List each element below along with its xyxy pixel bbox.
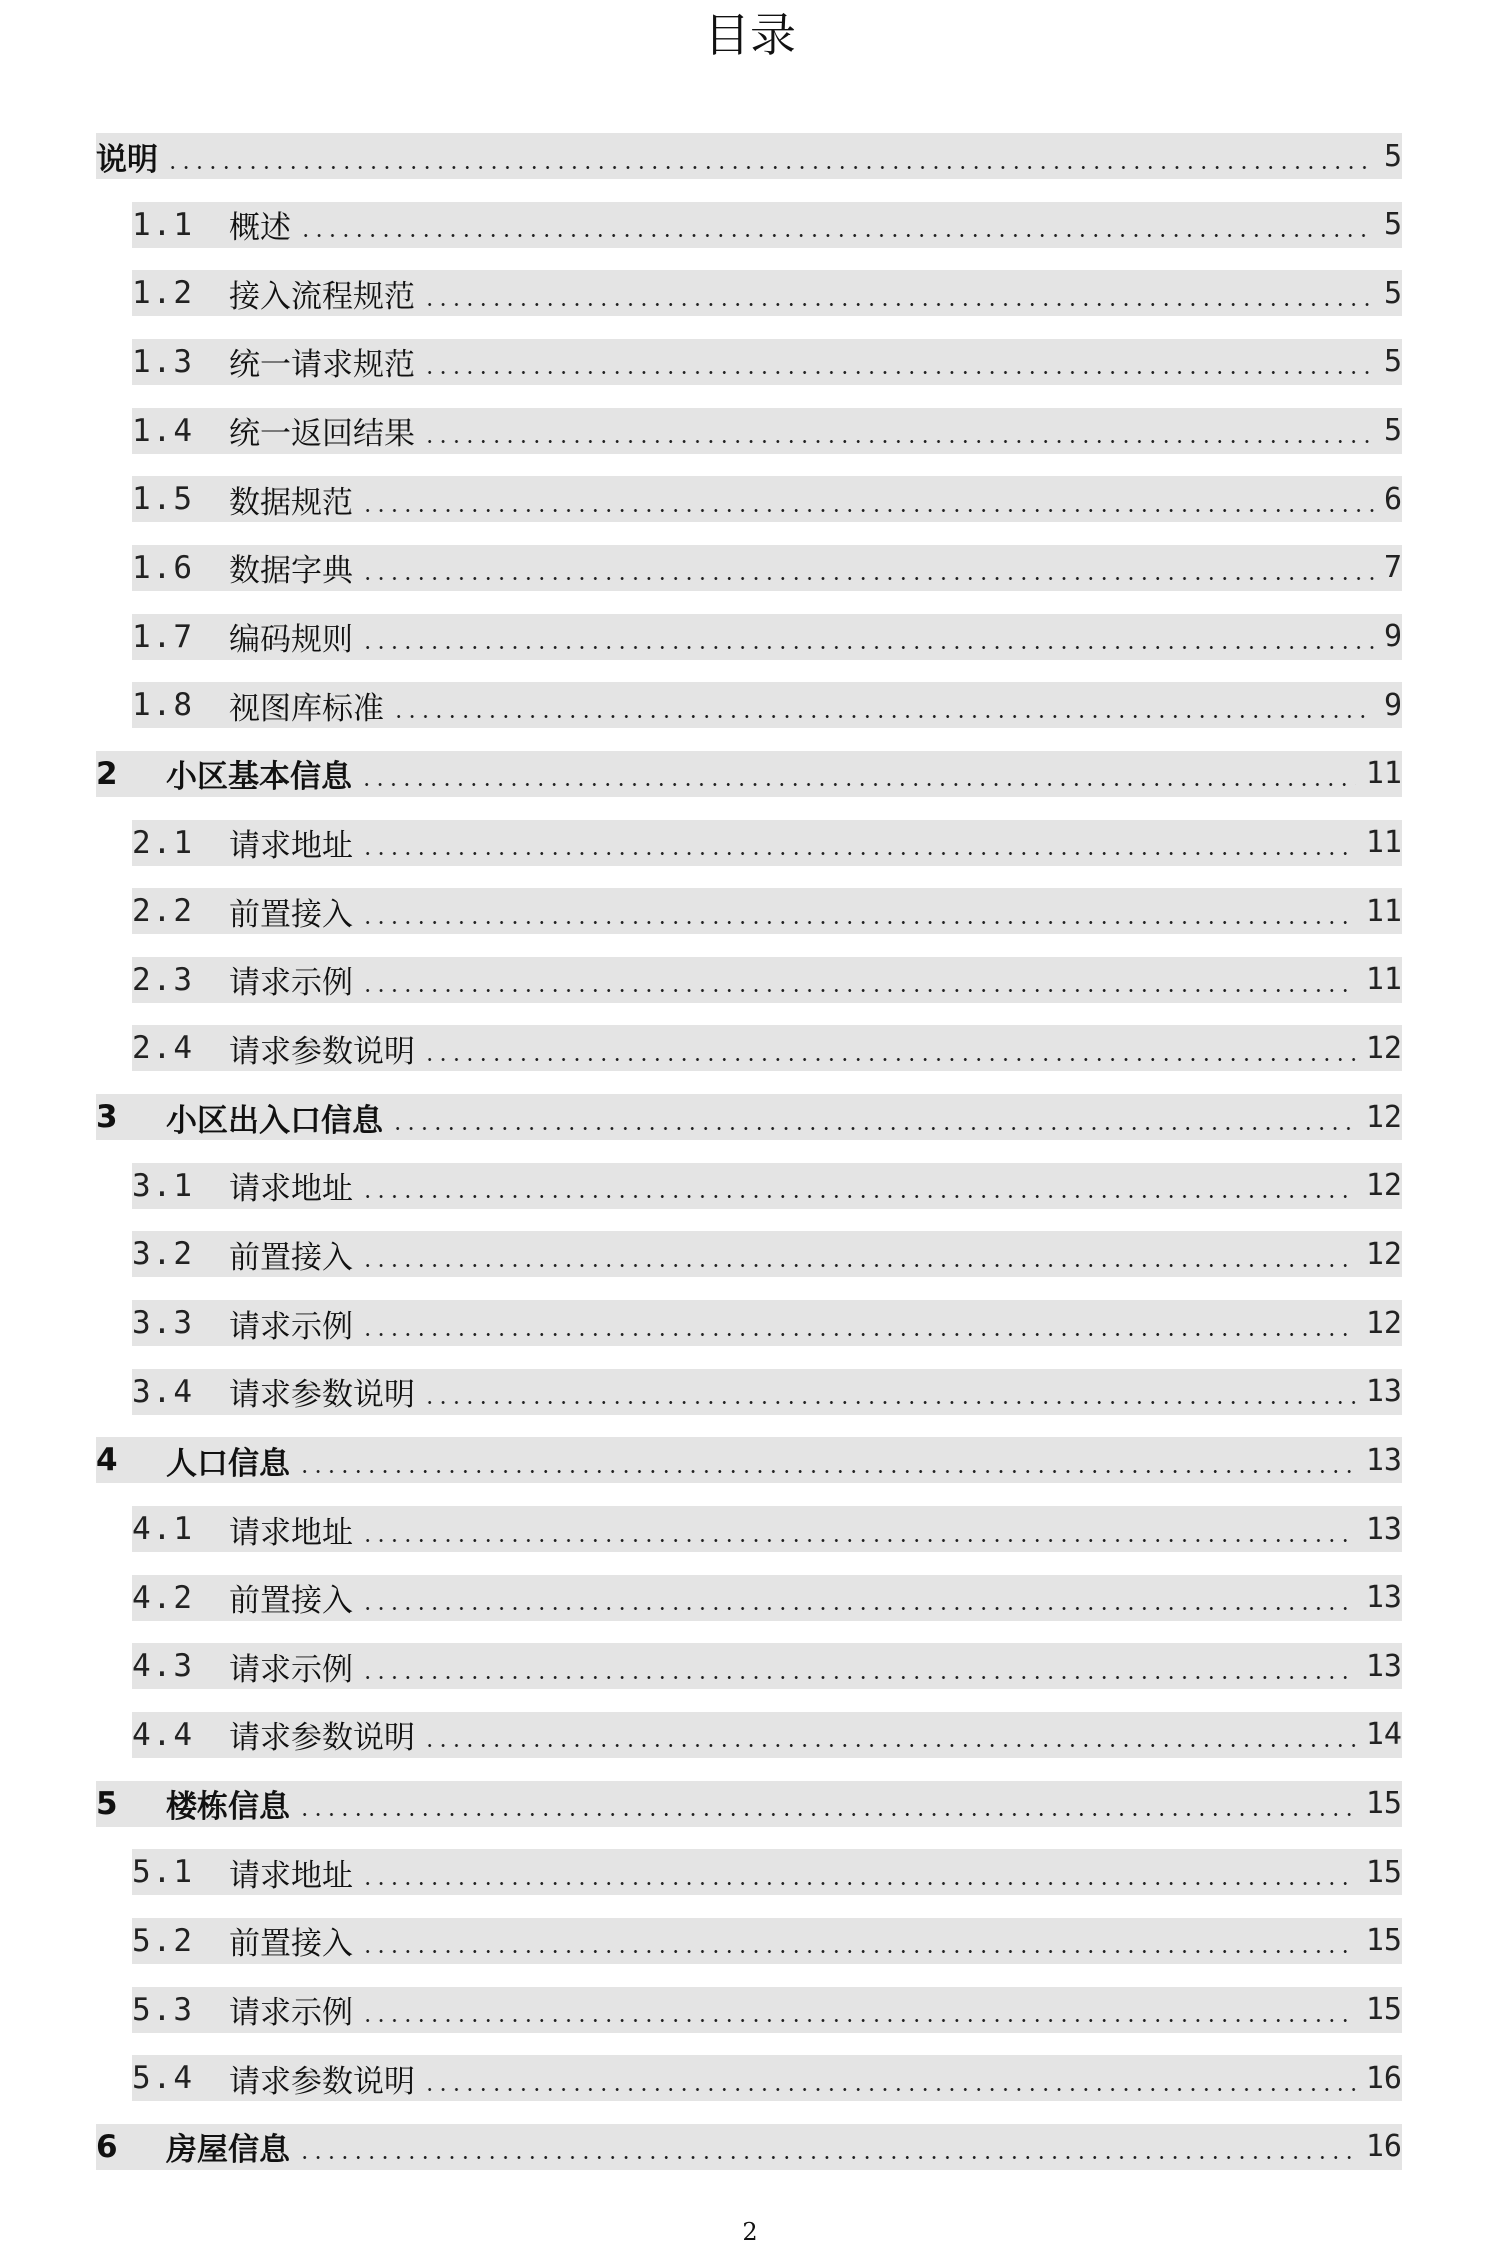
toc-entry-page: 16	[1365, 2129, 1402, 2165]
toc-entry-label: 请求参数说明	[229, 1033, 415, 1070]
toc-dot-leader	[391, 1127, 1356, 1130]
toc-entry-number: 2.1	[132, 824, 194, 861]
toc-title: 目录	[704, 8, 796, 62]
toc-entry-number: 2	[96, 755, 118, 792]
toc-section-entry[interactable]	[132, 957, 1402, 1003]
toc-entry-label: 请求参数说明	[229, 2063, 415, 2100]
toc-entry-number: 1.4	[132, 412, 194, 449]
toc-dot-leader	[360, 783, 1356, 786]
toc-dot-leader	[423, 1401, 1356, 1404]
toc-entry-page: 15	[1365, 1854, 1402, 1890]
toc-entry-label: 小区出入口信息	[166, 1102, 383, 1139]
toc-entry-label: 数据规范	[229, 484, 353, 521]
toc-dot-leader	[423, 303, 1374, 306]
toc-dot-leader	[361, 1195, 1356, 1198]
toc-entry-label: 请求示例	[229, 1651, 353, 1688]
toc-dot-leader	[361, 1264, 1356, 1267]
toc-dot-leader	[423, 1058, 1356, 1061]
toc-entry-number: 1.2	[132, 275, 194, 312]
toc-section-entry[interactable]	[132, 1231, 1402, 1277]
toc-entry-number: 1.6	[132, 549, 194, 586]
toc-entry-label: 统一返回结果	[229, 416, 415, 453]
toc-section-entry[interactable]	[132, 1025, 1402, 1071]
toc-dot-leader	[361, 1607, 1356, 1610]
toc-entry-label: 接入流程规范	[229, 278, 415, 315]
toc-entry-page: 5	[1383, 207, 1402, 243]
toc-entry-label: 前置接入	[229, 896, 353, 933]
toc-entry-label: 楼栋信息	[166, 1789, 290, 1826]
toc-section-entry[interactable]	[132, 476, 1402, 522]
toc-chapter-entry[interactable]	[96, 133, 1402, 179]
toc-entry-page: 5	[1383, 344, 1402, 380]
toc-entry-number: 3.3	[132, 1305, 194, 1342]
toc-entry-number: 2.2	[132, 893, 194, 930]
toc-entry-page: 15	[1365, 1992, 1402, 2028]
toc-entry-label: 请求示例	[229, 1995, 353, 2032]
toc-entry-label: 视图库标准	[229, 690, 384, 727]
toc-dot-leader	[361, 509, 1374, 512]
toc-entry-number: 2.4	[132, 1030, 194, 1067]
toc-entry-number: 5.3	[132, 1991, 194, 2028]
toc-dot-leader	[423, 371, 1374, 374]
toc-entry-label: 请求示例	[229, 1308, 353, 1345]
toc-section-entry[interactable]	[132, 1575, 1402, 1621]
toc-section-entry[interactable]	[132, 682, 1402, 728]
toc-section-entry[interactable]	[132, 1369, 1402, 1415]
toc-entry-label: 前置接入	[229, 1926, 353, 1963]
toc-entry-label: 请求示例	[229, 965, 353, 1002]
toc-section-entry[interactable]	[132, 408, 1402, 454]
toc-chapter-entry[interactable]	[96, 1781, 1402, 1827]
toc-entry-number: 4	[96, 1442, 118, 1479]
toc-dot-leader	[361, 921, 1356, 924]
toc-entry-label: 请求参数说明	[229, 1720, 415, 1757]
toc-section-entry[interactable]	[132, 888, 1402, 934]
toc-entry-number: 1.5	[132, 481, 194, 518]
toc-chapter-entry[interactable]	[96, 1437, 1402, 1483]
toc-entry-label: 人口信息	[166, 1445, 290, 1482]
toc-section-entry[interactable]	[132, 1987, 1402, 2033]
toc-dot-leader	[361, 1539, 1356, 1542]
toc-dot-leader	[423, 2088, 1356, 2091]
toc-entry-label: 编码规则	[229, 622, 353, 659]
toc-entry-number: 5.2	[132, 1922, 194, 1959]
toc-entry-number: 3	[96, 1099, 118, 1136]
toc-entry-label: 概述	[229, 210, 291, 247]
toc-entry-page: 11	[1365, 825, 1402, 860]
toc-chapter-entry[interactable]	[96, 2124, 1402, 2170]
toc-dot-leader	[361, 852, 1356, 855]
toc-entry-number: 1.7	[132, 618, 194, 655]
toc-dot-leader	[361, 1333, 1356, 1336]
toc-section-entry[interactable]	[132, 1300, 1402, 1346]
toc-entry-label: 请求地址	[229, 1171, 353, 1208]
toc-dot-leader	[299, 234, 1374, 237]
toc-section-entry[interactable]	[132, 1163, 1402, 1209]
toc-section-entry[interactable]	[132, 1712, 1402, 1758]
toc-entry-label: 请求地址	[229, 1514, 353, 1551]
toc-entry-label: 前置接入	[229, 1583, 353, 1620]
toc-dot-leader	[361, 1882, 1356, 1885]
toc-entry-page: 13	[1365, 1580, 1402, 1616]
toc-dot-leader	[361, 2019, 1356, 2022]
toc-entry-number: 5.4	[132, 2060, 194, 2097]
toc-dot-leader	[361, 646, 1374, 649]
toc-entry-label: 统一请求规范	[229, 347, 415, 384]
toc-dot-leader	[423, 440, 1374, 443]
toc-entry-number: 4.2	[132, 1579, 194, 1616]
toc-chapter-entry[interactable]	[96, 751, 1402, 797]
toc-entry-label: 请求地址	[229, 1857, 353, 1894]
toc-entry-page: 12	[1365, 1099, 1402, 1135]
toc-entry-page: 13	[1365, 1442, 1402, 1478]
toc-section-entry[interactable]	[132, 339, 1402, 385]
toc-entry-page: 15	[1365, 1923, 1402, 1959]
toc-entry-label: 请求参数说明	[229, 1377, 415, 1414]
toc-entry-page: 15	[1365, 1786, 1402, 1822]
toc-dot-leader	[298, 1813, 1356, 1816]
toc-entry-label: 请求地址	[229, 828, 353, 864]
toc-section-entry[interactable]	[132, 545, 1402, 591]
toc-section-entry[interactable]	[132, 820, 1402, 866]
toc-entry-page: 16	[1365, 2060, 1402, 2096]
toc-entry-page: 11	[1365, 962, 1402, 998]
toc-entry-page: 9	[1383, 619, 1402, 655]
toc-entry-number: 3.1	[132, 1167, 194, 1204]
toc-entry-page: 12	[1365, 1236, 1402, 1272]
toc-dot-leader	[166, 166, 1374, 169]
toc-entry-page: 12	[1365, 1030, 1402, 1066]
toc-dot-leader	[298, 1470, 1356, 1473]
toc-entry-number: 3.2	[132, 1236, 194, 1273]
toc-entry-number: 4.4	[132, 1716, 194, 1753]
toc-entry-page: 13	[1365, 1648, 1402, 1684]
toc-entry-page: 5	[1383, 275, 1402, 311]
toc-entry-label: 说明	[96, 141, 158, 178]
toc-entry-label: 前置接入	[229, 1239, 353, 1276]
toc-dot-leader	[298, 2156, 1356, 2159]
toc-entry-number: 2.3	[132, 961, 194, 998]
toc-entry-page: 5	[1383, 413, 1402, 449]
page-number: 2	[742, 2218, 758, 2246]
toc-chapter-entry[interactable]	[96, 1094, 1402, 1140]
toc-dot-leader	[361, 1676, 1356, 1679]
toc-entry-number: 4.3	[132, 1648, 194, 1685]
toc-dot-leader	[361, 577, 1374, 580]
toc-section-entry[interactable]	[132, 614, 1402, 660]
toc-entry-label: 房屋信息	[166, 2132, 290, 2169]
toc-entry-page: 13	[1365, 1374, 1402, 1410]
toc-entry-page: 9	[1383, 687, 1402, 723]
toc-entry-page: 13	[1365, 1511, 1402, 1547]
toc-dot-leader	[361, 1950, 1356, 1953]
toc-entry-page: 14	[1365, 1717, 1402, 1753]
toc-entry-page: 5	[1383, 138, 1402, 174]
toc-section-entry[interactable]	[132, 270, 1402, 316]
toc-entry-page: 11	[1365, 756, 1402, 792]
toc-entry-number: 1.3	[132, 343, 194, 380]
toc-dot-leader	[361, 989, 1356, 992]
toc-section-entry[interactable]	[132, 1506, 1402, 1552]
toc-entry-number: 5	[96, 1785, 118, 1822]
toc-section-entry[interactable]	[132, 2055, 1402, 2101]
toc-entry-number: 1.8	[132, 687, 194, 724]
toc-entry-number: 3.4	[132, 1373, 194, 1410]
toc-entry-number: 6	[96, 2128, 118, 2165]
toc-entry-label: 小区基本信息	[166, 759, 352, 796]
toc-entry-page: 7	[1383, 550, 1402, 586]
toc-entry-number: 1.1	[132, 206, 194, 243]
toc-entry-page: 6	[1383, 481, 1402, 517]
toc-dot-leader	[392, 715, 1374, 718]
toc-entry-number: 5.1	[132, 1854, 194, 1891]
toc-section-entry[interactable]	[132, 1918, 1402, 1964]
toc-section-entry[interactable]	[132, 1643, 1402, 1689]
toc-entry-number: 4.1	[132, 1511, 194, 1547]
toc-entry-label: 数据字典	[229, 553, 353, 590]
toc-section-entry[interactable]	[132, 1849, 1402, 1895]
toc-entry-page: 12	[1365, 1305, 1402, 1341]
toc-dot-leader	[423, 1744, 1356, 1747]
toc-entry-page: 11	[1365, 893, 1402, 929]
toc-entry-page: 12	[1365, 1168, 1402, 1204]
toc-section-entry[interactable]	[132, 202, 1402, 248]
